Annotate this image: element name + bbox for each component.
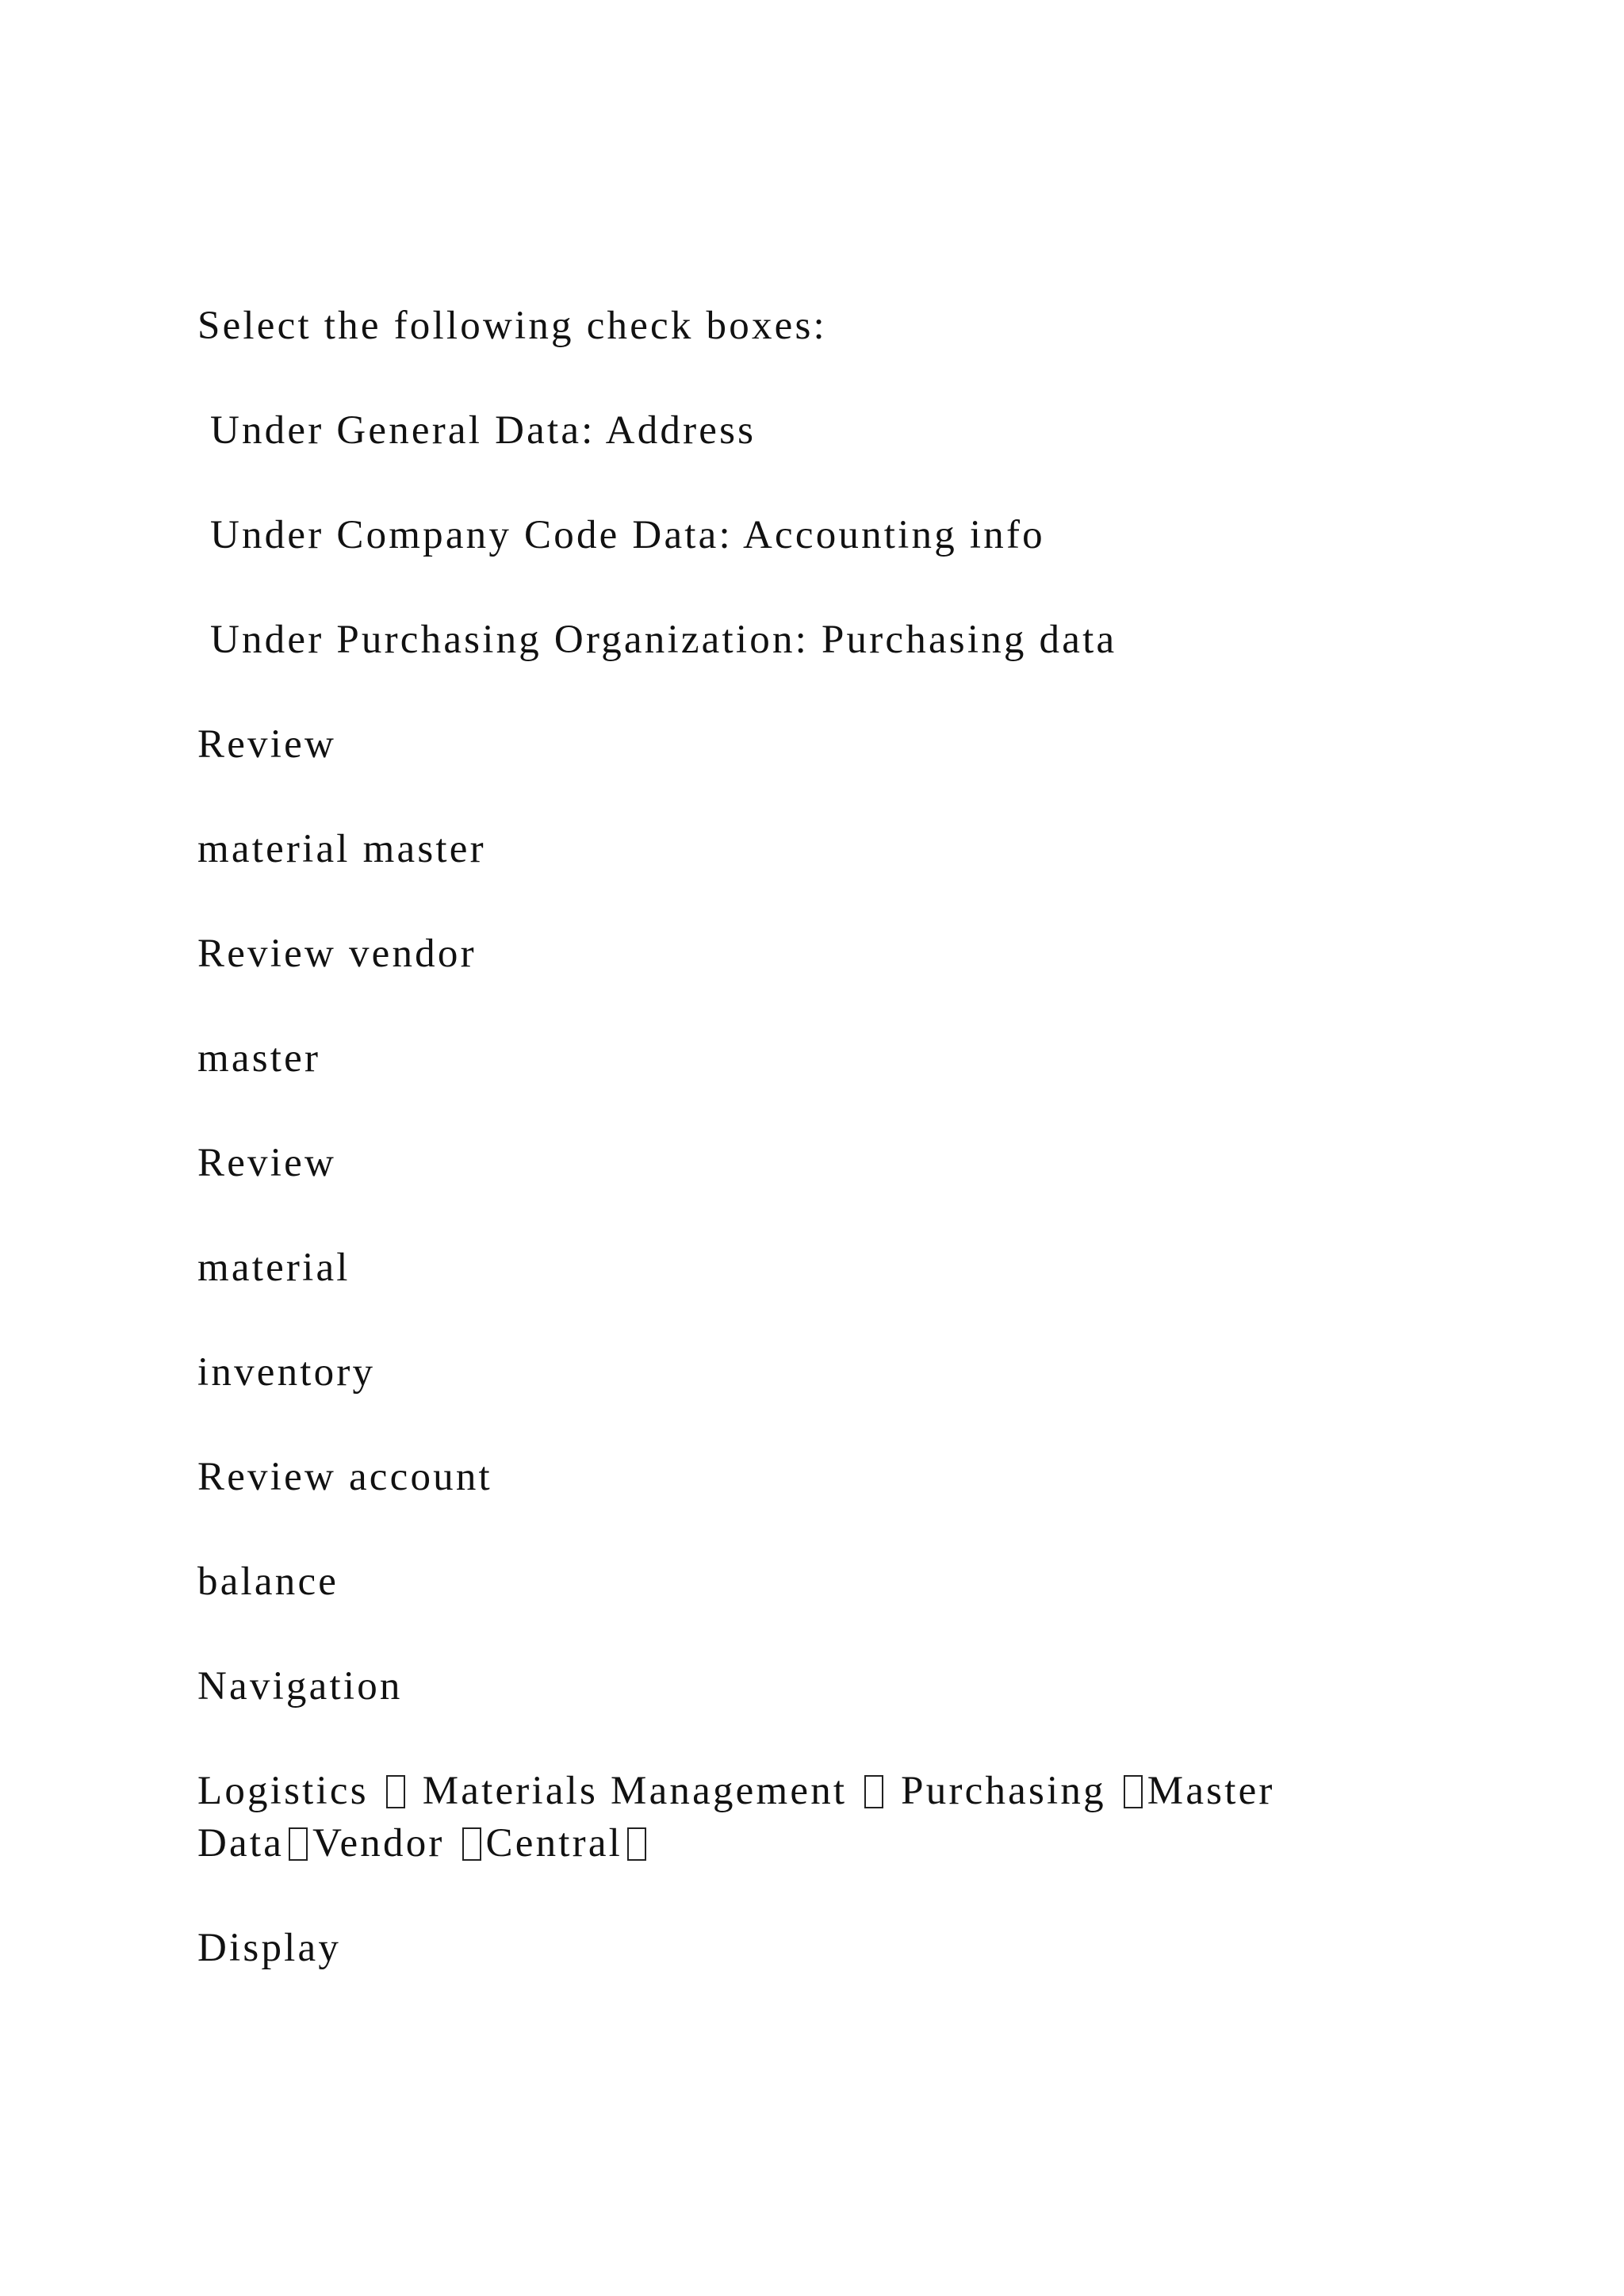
nav-part: Purchasing	[888, 1769, 1119, 1813]
text-line: Review account	[197, 1455, 492, 1499]
text-line: material	[197, 1246, 350, 1290]
missing-glyph-icon	[864, 1775, 883, 1808]
missing-glyph-icon	[1124, 1775, 1143, 1808]
missing-glyph-icon	[462, 1827, 481, 1861]
navigation-path-line-1	[197, 1765, 1275, 1817]
nav-part: Logistics	[197, 1769, 381, 1813]
display-line: Display	[197, 1926, 342, 1970]
nav-part: Master	[1147, 1769, 1275, 1813]
navigation-heading: Navigation	[197, 1664, 403, 1709]
instruction-item-purchasing-org: Under Purchasing Organization: Purchasing data	[197, 618, 1117, 662]
text-line: Review	[197, 1141, 336, 1185]
nav-part: Vendor	[312, 1821, 458, 1866]
instruction-heading: Select the following check boxes:	[197, 304, 827, 348]
text-line: master	[197, 1036, 321, 1081]
navigation-path-line-2	[197, 1817, 651, 1869]
text-line: inventory	[197, 1350, 376, 1395]
text-line: Review	[197, 722, 336, 767]
nav-part: Data	[197, 1821, 285, 1866]
missing-glyph-icon	[386, 1775, 405, 1808]
missing-glyph-icon	[627, 1827, 646, 1861]
text-line: balance	[197, 1559, 339, 1604]
text-line: material master	[197, 827, 486, 871]
nav-part: Materials Management	[409, 1769, 860, 1813]
nav-part: Central	[485, 1821, 623, 1866]
missing-glyph-icon	[289, 1827, 308, 1861]
instruction-item-company-code: Under Company Code Data: Accounting info	[197, 513, 1045, 557]
instruction-item-general-data: Under General Data: Address	[197, 408, 756, 453]
text-line: Review vendor	[197, 932, 477, 976]
